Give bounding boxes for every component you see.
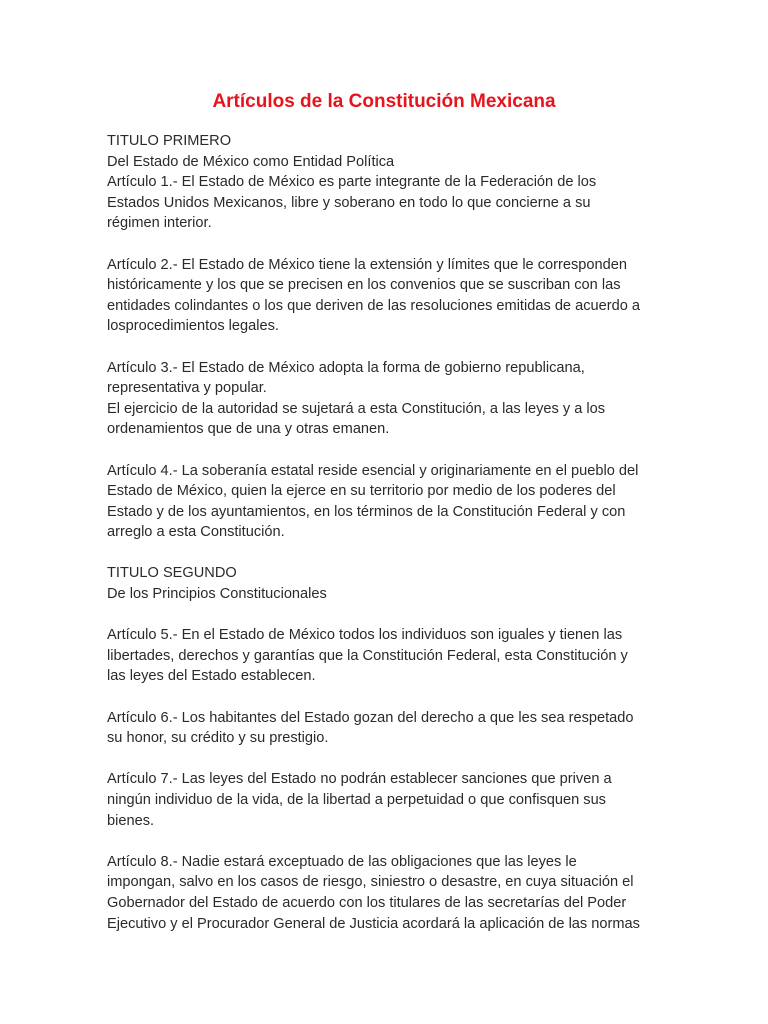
text-block: [107, 708, 667, 749]
text-line: Artículo 5.- En el Estado de México todos los individuos son iguales y tienen las: [107, 627, 623, 644]
document-body: [107, 131, 667, 955]
text-line: El ejercicio de la autoridad se sujetará a esta Constitución, a las leyes y a los: [107, 400, 606, 417]
text-line: losprocedimientos legales.: [107, 318, 279, 335]
text-line: Artículo 2.- El Estado de México tiene la extensión y límites que le corresponden: [107, 256, 627, 273]
text-block: [107, 852, 667, 934]
text-line: representativa y popular.: [107, 380, 267, 397]
text-line: ningún individuo de la vida, de la libertad a perpetuidad o que confisquen sus: [107, 792, 606, 808]
text-line: Gobernador del Estado de acuerdo con los titulares de las secretarías del Poder: [107, 894, 627, 911]
page-title: Artículos de la Constitución Mexicana: [212, 91, 556, 112]
text-line: impongan, salvo en los casos de riesgo, siniestro o desastre, en cuya situación el: [107, 874, 634, 891]
text-line: arreglo a esta Constitución.: [107, 524, 285, 541]
text-line: Estado de México, quien la ejerce en su territorio por medio de los poderes del: [107, 483, 616, 500]
text-line: ordenamientos que de una y otras emanen.: [107, 421, 390, 438]
text-line: Estado y de los ayuntamientos, en los términos de la Constitución Federal y con: [107, 503, 626, 520]
text-line: las leyes del Estado establecen.: [107, 668, 316, 685]
text-line: régimen interior.: [107, 215, 212, 232]
text-block: [107, 625, 667, 687]
text-line: Artículo 4.- La soberanía estatal reside esencial y originariamente en el pueblo del: [107, 462, 639, 479]
text-line: libertades, derechos y garantías que la Constitución Federal, esta Constitución y: [107, 647, 628, 664]
text-line: Artículo 7.- Las leyes del Estado no podrán establecer sanciones que priven a: [107, 771, 612, 788]
text-line: bienes.: [107, 812, 155, 829]
text-line: Artículo 1.- El Estado de México es parte integrante de la Federación de los: [107, 174, 597, 191]
text-block: [107, 358, 667, 440]
text-block: [107, 769, 667, 831]
text-line: Artículo 8.- Nadie estará exceptuado de las obligaciones que las leyes le: [107, 853, 577, 870]
text-line: TITULO SEGUNDO: [107, 565, 237, 582]
text-line: Ejecutivo y el Procurador General de Justicia acordará la aplicación de las normas: [107, 915, 640, 932]
text-line: TITULO PRIMERO: [107, 133, 232, 149]
text-line: entidades colindantes o los que deriven de las resoluciones emitidas de acuerdo a: [107, 297, 641, 314]
text-line: Artículo 6.- Los habitantes del Estado gozan del derecho a que les sea respetado: [107, 709, 634, 726]
text-line: De los Principios Constitucionales: [107, 586, 327, 603]
text-line: Del Estado de México como Entidad Política: [107, 153, 395, 170]
text-block: [107, 255, 667, 337]
text-line: su honor, su crédito y su prestigio.: [107, 730, 329, 747]
text-block: [107, 563, 667, 604]
text-line: históricamente y los que se precisen en los convenios que se suscriban con las: [107, 277, 621, 294]
text-block: [107, 131, 667, 234]
text-line: Estados Unidos Mexicanos, libre y soberano en todo lo que concierne a su: [107, 194, 591, 211]
text-block: [107, 461, 667, 543]
text-line: Artículo 3.- El Estado de México adopta la forma de gobierno republicana,: [107, 359, 585, 376]
